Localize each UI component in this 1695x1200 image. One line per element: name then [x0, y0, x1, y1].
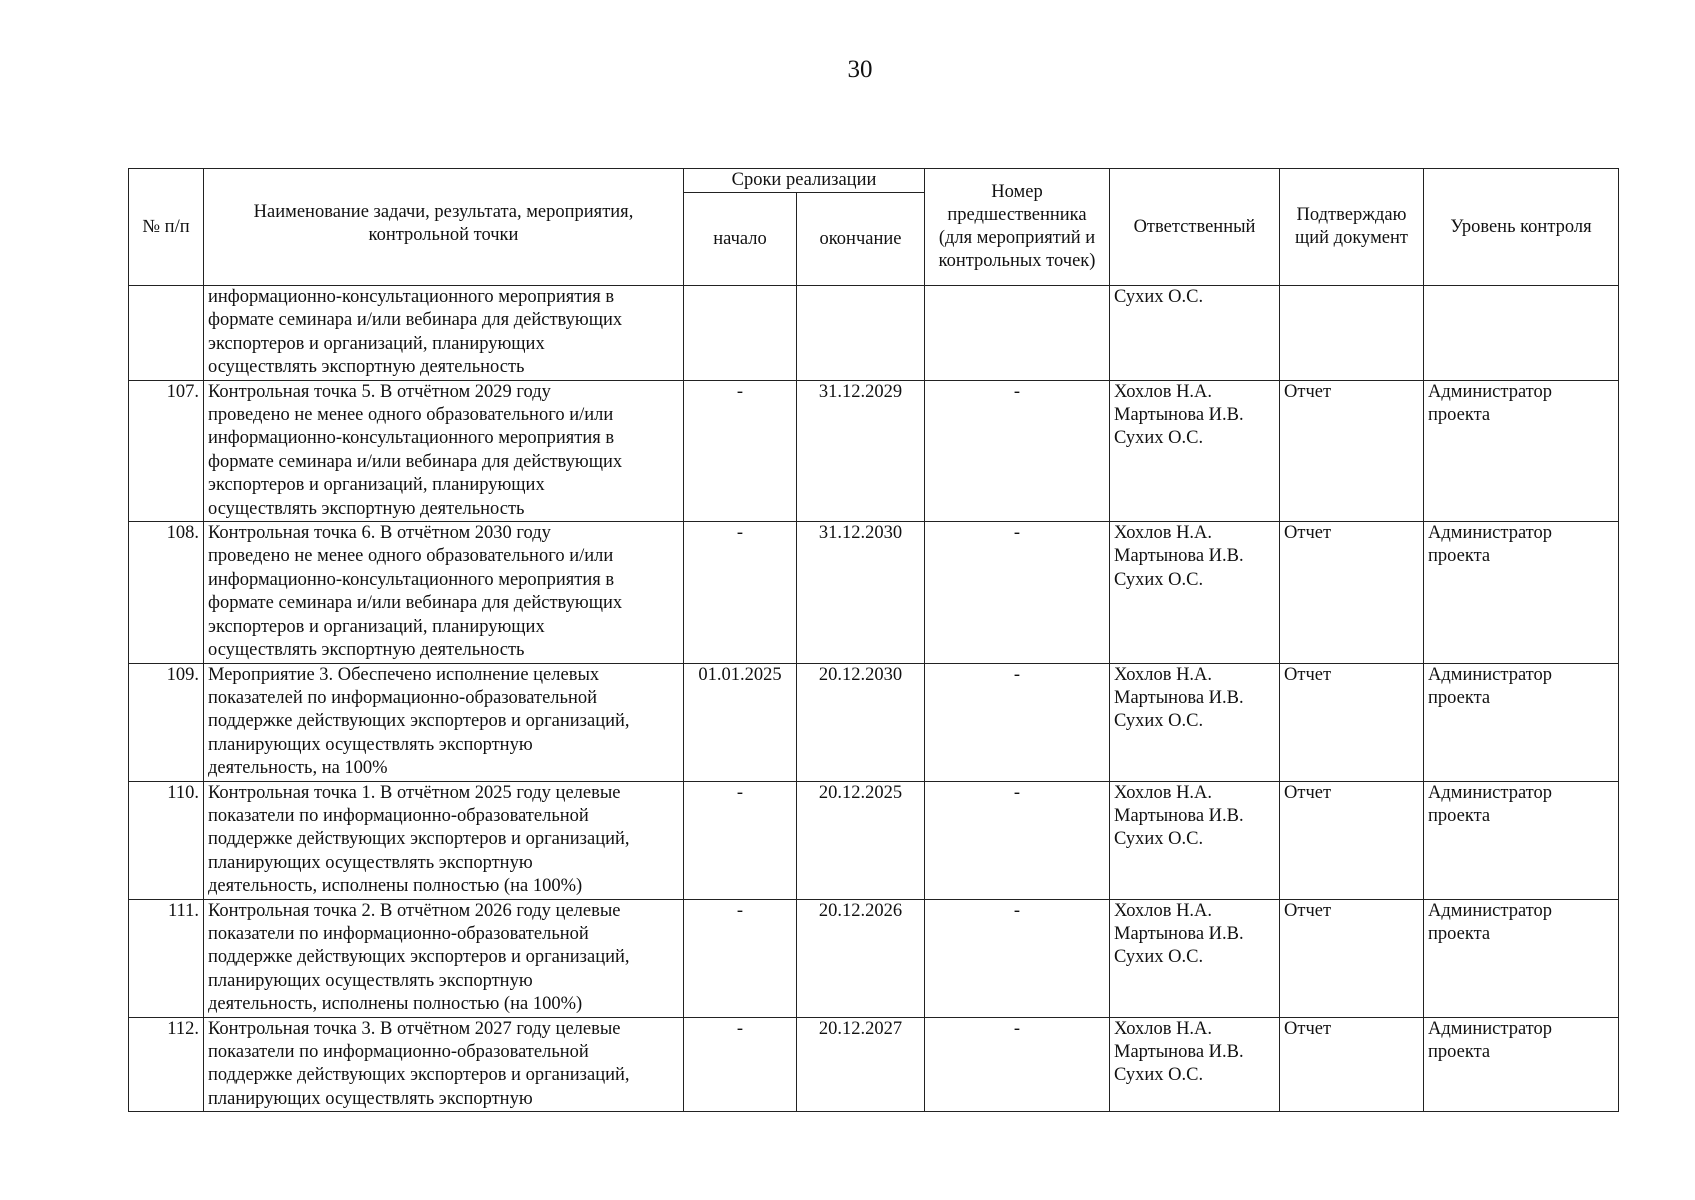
- row-name: [204, 380, 684, 521]
- row-name: [204, 899, 684, 1017]
- row-name: [204, 781, 684, 899]
- row-responsible-line: Мартынова И.В.: [1114, 805, 1244, 826]
- row-document: Отчет: [1280, 1017, 1424, 1112]
- row-name-line: показателей по информационно-образовательной: [208, 687, 598, 708]
- row-number: [129, 286, 204, 381]
- row-name-line: планирующих осуществлять экспортную: [208, 852, 533, 873]
- header-responsible: Ответственный: [1110, 169, 1280, 286]
- row-responsible-line: Мартынова И.В.: [1114, 923, 1244, 944]
- row-number: 107.: [129, 380, 204, 521]
- row-start: 01.01.2025: [684, 663, 797, 781]
- row-name-line: экспортеров и организаций, планирующих: [208, 333, 545, 354]
- row-name-line: планирующих осуществлять экспортную: [208, 1088, 533, 1109]
- row-document: Отчет: [1280, 663, 1424, 781]
- row-number: 112.: [129, 1017, 204, 1112]
- row-name-line: информационно-консультационного мероприятия в: [208, 569, 615, 590]
- row-name-line: поддержке действующих экспортеров и организаций,: [208, 947, 630, 968]
- row-responsible-line: Сухих О.С.: [1114, 569, 1204, 590]
- row-name-line: экспортеров и организаций, планирующих: [208, 475, 545, 496]
- row-end: 20.12.2030: [797, 663, 925, 781]
- row-start: -: [684, 1017, 797, 1112]
- table-row: [129, 522, 1619, 663]
- row-end: 20.12.2027: [797, 1017, 925, 1112]
- row-name-line: формате семинара и/или вебинара для действующих: [208, 310, 623, 331]
- row-name-line: показатели по информационно-образовательной: [208, 1042, 589, 1062]
- row-responsible-line: Хохлов Н.А.: [1114, 664, 1213, 685]
- row-responsible: [1110, 663, 1280, 781]
- row-responsible-line: Мартынова И.В.: [1114, 1042, 1244, 1062]
- row-responsible-line: Сухих О.С.: [1114, 711, 1204, 732]
- row-responsible-line: Мартынова И.В.: [1114, 687, 1244, 708]
- row-responsible: [1110, 380, 1280, 521]
- row-control-level-line: проекта: [1428, 1042, 1491, 1062]
- row-responsible: [1110, 1017, 1280, 1112]
- row-end: 31.12.2029: [797, 380, 925, 521]
- row-predecessor: -: [925, 781, 1110, 899]
- header-end: окончание: [797, 193, 925, 286]
- row-name-line: формате семинара и/или вебинара для действующих: [208, 451, 623, 472]
- row-document: Отчет: [1280, 899, 1424, 1017]
- row-name: [204, 286, 684, 381]
- row-start: -: [684, 781, 797, 899]
- row-start: -: [684, 380, 797, 521]
- row-name-line: поддержке действующих экспортеров и организаций,: [208, 711, 630, 732]
- row-name: [204, 1017, 684, 1112]
- header-start: начало: [684, 193, 797, 286]
- row-name-line: осуществлять экспортную деятельность: [208, 357, 525, 378]
- row-name-line: Контрольная точка 1. В отчётном 2025 году целевые: [208, 782, 621, 803]
- row-control-level-line: Администратор: [1428, 523, 1553, 544]
- implementation-plan-table: [128, 168, 1619, 1112]
- row-responsible: [1110, 899, 1280, 1017]
- row-name-line: проведено не менее одного образовательного и/или: [208, 405, 614, 426]
- row-start: [684, 286, 797, 381]
- row-name-line: Контрольная точка 3. В отчётном 2027 году целевые: [208, 1018, 621, 1039]
- row-document: Отчет: [1280, 522, 1424, 663]
- row-control-level: [1424, 286, 1619, 381]
- row-control-level-line: проекта: [1428, 687, 1491, 708]
- row-control-level-line: проекта: [1428, 405, 1491, 426]
- row-control-level-line: Администратор: [1428, 664, 1553, 685]
- row-name-line: осуществлять экспортную деятельность: [208, 498, 525, 519]
- row-predecessor: -: [925, 899, 1110, 1017]
- table-row: [129, 380, 1619, 521]
- row-name-line: поддержке действующих экспортеров и организаций,: [208, 829, 630, 850]
- header-control-level: Уровень контроля: [1424, 169, 1619, 286]
- row-name-line: проведено не менее одного образовательного и/или: [208, 546, 614, 567]
- row-responsible-line: Сухих О.С.: [1114, 428, 1204, 449]
- row-number: 109.: [129, 663, 204, 781]
- row-name-line: формате семинара и/или вебинара для действующих: [208, 593, 623, 614]
- row-name-line: Контрольная точка 2. В отчётном 2026 году целевые: [208, 900, 621, 921]
- table-row: [129, 781, 1619, 899]
- header-name: Наименование задачи, результата, мероприятия, контрольной точки: [204, 169, 684, 286]
- row-control-level: [1424, 380, 1619, 521]
- row-responsible-line: Сухих О.С.: [1114, 287, 1204, 307]
- row-name-line: Контрольная точка 5. В отчётном 2029 году: [208, 381, 551, 402]
- row-document: [1280, 286, 1424, 381]
- row-responsible-line: Мартынова И.В.: [1114, 546, 1244, 567]
- row-end: 20.12.2026: [797, 899, 925, 1017]
- row-name-line: деятельность, на 100%: [208, 758, 388, 779]
- row-responsible: [1110, 781, 1280, 899]
- row-name: [204, 522, 684, 663]
- row-responsible-line: Сухих О.С.: [1114, 947, 1204, 968]
- row-name-line: информационно-консультационного мероприятия в: [208, 287, 615, 307]
- row-responsible-line: Мартынова И.В.: [1114, 405, 1244, 426]
- row-control-level-line: проекта: [1428, 805, 1491, 826]
- row-name-line: деятельность, исполнены полностью (на 100%): [208, 876, 583, 897]
- row-responsible-line: Хохлов Н.А.: [1114, 523, 1213, 544]
- row-control-level-line: проекта: [1428, 546, 1491, 567]
- row-responsible-line: Хохлов Н.А.: [1114, 1018, 1213, 1039]
- table-body: [129, 286, 1619, 1112]
- row-responsible-line: Сухих О.С.: [1114, 1065, 1204, 1086]
- row-number: 111.: [129, 899, 204, 1017]
- row-name-line: поддержке действующих экспортеров и организаций,: [208, 1065, 630, 1086]
- row-document: Отчет: [1280, 781, 1424, 899]
- row-name-line: показатели по информационно-образовательной: [208, 805, 589, 826]
- row-control-level-line: Администратор: [1428, 1018, 1553, 1039]
- row-responsible: [1110, 522, 1280, 663]
- row-name-line: планирующих осуществлять экспортную: [208, 970, 533, 991]
- row-predecessor: -: [925, 522, 1110, 663]
- row-responsible: [1110, 286, 1280, 381]
- row-name-line: деятельность, исполнены полностью (на 100%): [208, 994, 583, 1015]
- page-number: 30: [847, 56, 873, 83]
- row-name-line: осуществлять экспортную деятельность: [208, 640, 525, 661]
- row-control-level-line: Администратор: [1428, 900, 1553, 921]
- row-predecessor: [925, 286, 1110, 381]
- row-responsible-line: Хохлов Н.А.: [1114, 900, 1213, 921]
- row-number: 108.: [129, 522, 204, 663]
- row-end: 31.12.2030: [797, 522, 925, 663]
- row-number: 110.: [129, 781, 204, 899]
- row-control-level-line: Администратор: [1428, 381, 1553, 402]
- row-control-level: [1424, 522, 1619, 663]
- row-control-level: [1424, 899, 1619, 1017]
- row-responsible-line: Хохлов Н.А.: [1114, 782, 1213, 803]
- header-terms: Сроки реализации: [684, 169, 925, 193]
- row-control-level: [1424, 1017, 1619, 1112]
- row-end: [797, 286, 925, 381]
- row-name-line: Мероприятие 3. Обеспечено исполнение целевых: [208, 664, 600, 685]
- row-control-level: [1424, 663, 1619, 781]
- row-start: -: [684, 899, 797, 1017]
- row-document: Отчет: [1280, 380, 1424, 521]
- header-document: Подтверждаю щий документ: [1280, 169, 1424, 286]
- row-name-line: показатели по информационно-образовательной: [208, 923, 589, 944]
- row-predecessor: -: [925, 663, 1110, 781]
- row-end: 20.12.2025: [797, 781, 925, 899]
- row-responsible-line: Хохлов Н.А.: [1114, 381, 1213, 402]
- row-responsible-line: Сухих О.С.: [1114, 829, 1204, 850]
- row-predecessor: -: [925, 380, 1110, 521]
- row-name: [204, 663, 684, 781]
- row-name-line: информационно-консультационного мероприятия в: [208, 428, 615, 449]
- row-control-level-line: Администратор: [1428, 782, 1553, 803]
- table-header: [129, 169, 1619, 286]
- table-row: [129, 663, 1619, 781]
- table-row: [129, 899, 1619, 1017]
- header-num: № п/п: [129, 169, 204, 286]
- row-start: -: [684, 522, 797, 663]
- table-row: [129, 1017, 1619, 1112]
- row-control-level: [1424, 781, 1619, 899]
- row-name-line: планирующих осуществлять экспортную: [208, 734, 533, 755]
- row-name-line: экспортеров и организаций, планирующих: [208, 616, 545, 637]
- row-name-line: Контрольная точка 6. В отчётном 2030 году: [208, 523, 551, 544]
- row-predecessor: -: [925, 1017, 1110, 1112]
- row-control-level-line: проекта: [1428, 923, 1491, 944]
- header-predecessor: Номер предшественника (для мероприятий и контрольных точек): [925, 169, 1110, 286]
- table-row: [129, 286, 1619, 381]
